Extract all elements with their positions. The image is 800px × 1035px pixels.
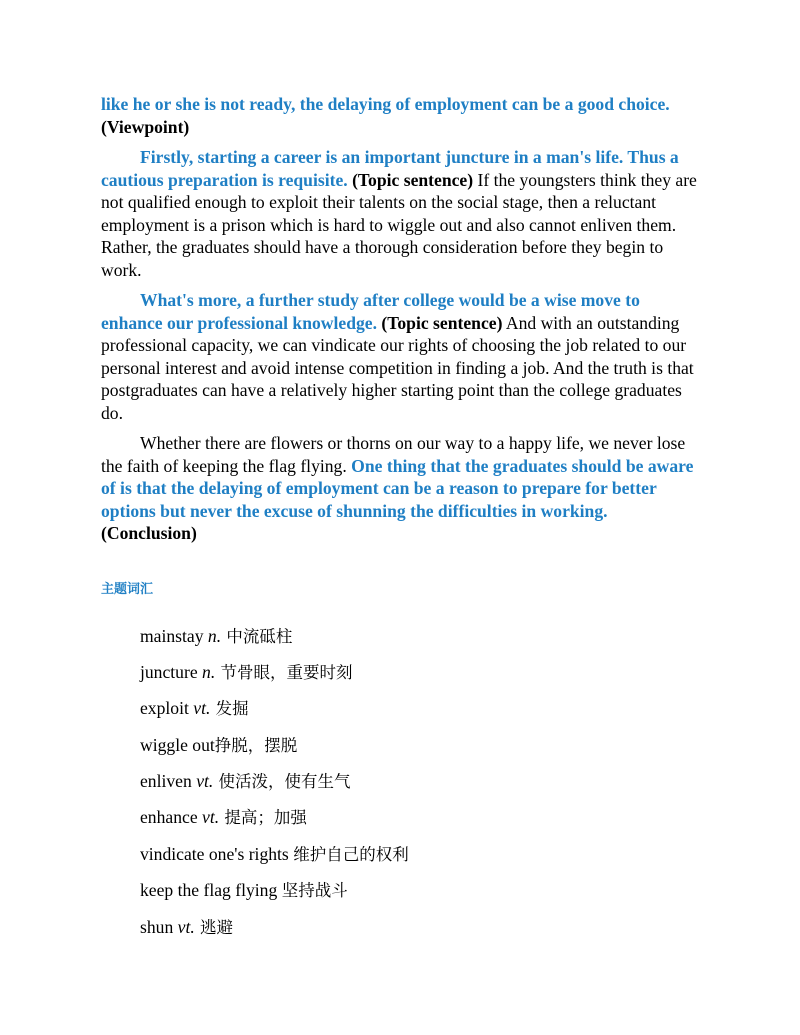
body-text: Whether there are flowers or thorns on our way to a happy life, we never lose the faith of keeping the flag flying. — [101, 433, 686, 476]
vocab-pos: vt. — [196, 771, 214, 792]
vocab-word: mainstay — [140, 625, 208, 646]
vocab-list — [101, 625, 701, 953]
vocab-item — [140, 916, 701, 952]
vocab-meaning: 挣脱，摆脱 — [214, 735, 298, 755]
vocab-word: juncture — [140, 661, 203, 682]
vocab-pos: vt. — [177, 916, 195, 937]
vocab-heading: 主题词汇 — [101, 581, 154, 597]
vocab-item — [140, 770, 701, 806]
vocab-pos: vt. — [202, 807, 220, 828]
body-text: If the youngsters think they are not qualified enough to exploit their talents on the social stage, then a reluctant employment is a prison which is hard to wiggle out and also cannot enliven them. Rather, the graduates should have a thorough consideration before they begin to work. — [101, 169, 697, 280]
vocab-item — [140, 661, 701, 697]
topic-sentence-tag: (Topic sentence) — [352, 169, 474, 190]
vocab-meaning: 中流砥柱 — [221, 626, 293, 646]
highlighted-sentence: like he or she is not ready, the delaying of employment can be a good choice. — [101, 94, 670, 114]
conclusion-tag: (Conclusion) — [101, 523, 197, 543]
paragraph-conclusion — [101, 432, 701, 545]
highlighted-sentence: What's more, a further study after college would be a wise move to enhance our professional knowledge. — [101, 290, 640, 333]
vocab-item — [140, 879, 701, 915]
vocab-item — [140, 843, 701, 879]
paragraph-topic-1 — [101, 146, 701, 281]
vocab-word: shun — [140, 916, 178, 937]
vocab-pos: vt. — [193, 698, 211, 719]
vocab-word: vindicate one's rights — [140, 843, 294, 864]
vocab-meaning: 发掘 — [210, 699, 249, 719]
vocab-item — [140, 806, 701, 842]
vocab-word: wiggle out — [140, 734, 215, 755]
vocab-meaning: 维护自己的权利 — [293, 844, 409, 864]
paragraph-topic-2 — [101, 289, 701, 424]
vocab-meaning: 提高；加强 — [219, 808, 307, 828]
topic-sentence-tag: (Topic sentence) — [381, 312, 503, 333]
viewpoint-tag: (Viewpoint) — [101, 116, 190, 137]
vocab-pos: n. — [207, 625, 222, 646]
highlighted-sentence: Firstly, starting a career is an important juncture in a man's life. Thus a cautious preparation is requisite. — [101, 147, 679, 190]
vocab-word: exploit — [140, 698, 194, 719]
vocab-word: enliven — [140, 771, 197, 792]
vocab-word: enhance — [140, 807, 203, 828]
highlighted-sentence: One thing that the graduates should be aware of is that the delaying of employment can be a reason to prepare for better options but never the excuse of shunning the difficulties in working. — [101, 455, 694, 521]
vocab-meaning: 逃避 — [194, 917, 233, 937]
vocab-item — [140, 734, 701, 770]
vocab-meaning: 坚持战斗 — [281, 881, 348, 901]
vocab-item — [140, 697, 701, 733]
body-text: And with an outstanding professional capacity, we can vindicate our rights of choosing the job related to our personal interest and avoid intense competition in finding a job. And the truth is that postgraduates can have a relatively higher starting point than the college graduates do. — [101, 312, 694, 423]
vocab-pos: n. — [202, 661, 216, 682]
paragraph-viewpoint — [101, 93, 701, 138]
vocab-meaning: 使活泼，使有生气 — [213, 772, 351, 792]
document-page — [101, 93, 701, 952]
vocab-item — [140, 625, 701, 661]
vocab-meaning: 节骨眼，重要时刻 — [215, 662, 353, 682]
vocab-word: keep the flag flying — [140, 880, 282, 901]
